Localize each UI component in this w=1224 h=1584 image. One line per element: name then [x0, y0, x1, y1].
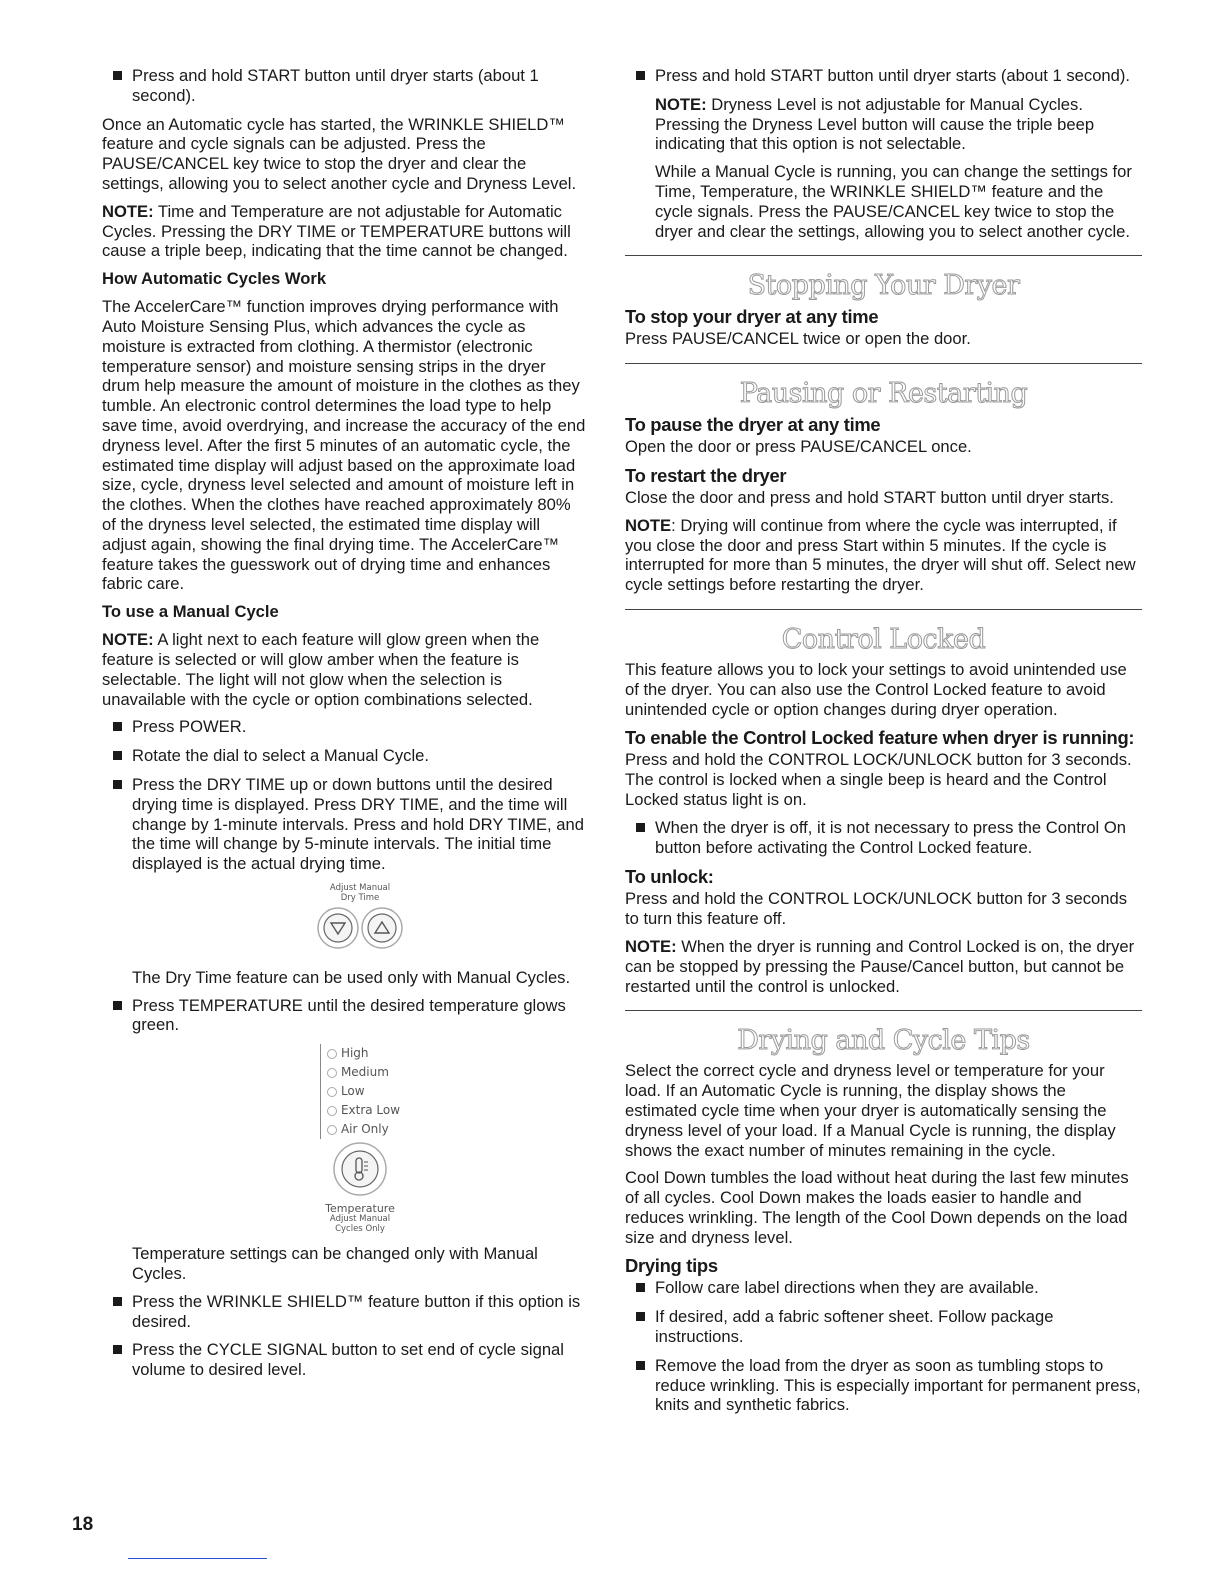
- note-unlock-paragraph: NOTE: When the dryer is running and Control Locked is on, the dryer can be stopped by pressing the Pause/Cancel button, but cannot be restarted until the control is unlocked.: [625, 936, 1135, 996]
- temperature-options: [320, 1044, 400, 1139]
- drytime-fig-label2: Dry Time: [340, 892, 380, 903]
- bullet-icon: [113, 780, 122, 789]
- drying-tips-list: [625, 1278, 1142, 1415]
- list-item: Press the WRINKLE SHIELD™ feature button if this option is desired.: [102, 1292, 588, 1332]
- bullet-icon: [113, 71, 122, 80]
- footer-link-underline: [128, 1558, 267, 1559]
- bullet-icon: [113, 1001, 122, 1010]
- temperature-fig-label: Temperature: [325, 1202, 395, 1216]
- drytime-figure: [132, 883, 588, 958]
- section-divider: [625, 255, 1142, 256]
- restart-heading: To restart the dryer: [625, 464, 787, 486]
- temp-option-medium: Medium: [327, 1063, 400, 1082]
- section-title-control: Control Locked: [781, 623, 986, 655]
- section-divider: [625, 609, 1142, 610]
- stop-heading: To stop your dryer at any time: [625, 306, 879, 328]
- list-item: Press POWER.: [102, 717, 588, 737]
- manual-steps-list: [102, 717, 588, 874]
- list-item: Press and hold START button until dryer starts (about 1 second).: [625, 66, 1142, 86]
- list-item: When the dryer is off, it is not necessary to press the Control On button before activating the Control Locked feature.: [625, 818, 1142, 858]
- bullet-icon: [636, 1312, 645, 1321]
- temp-option-air-only: Air Only: [327, 1120, 400, 1139]
- drytime-fig-label: Adjust Manual: [329, 882, 391, 893]
- bullet-icon: [636, 71, 645, 80]
- temp-option-low: Low: [327, 1082, 400, 1101]
- temp-option-extra-low: Extra Low: [327, 1101, 400, 1120]
- restart-text: Close the door and press and hold START button until dryer starts.: [625, 487, 1114, 507]
- temperature-fig-sub2: Cycles Only: [335, 1224, 385, 1235]
- temperature-figure: [132, 1044, 588, 1234]
- note-light-paragraph: NOTE: A light next to each feature will glow green when the feature is selected or will glow amber when the feature is selectable. The light will not glow when the selection is unavailable with the cycle or option combinations selected.: [102, 630, 540, 709]
- note-restart-paragraph: NOTE: Drying will continue from where the cycle was interrupted, if you close the door and press Start within 5 minutes. If the cycle is interrupted for more than 5 minutes, the dryer will shut off. Select new cycle settings before restarting the dryer.: [625, 515, 1136, 595]
- bullet-icon: [636, 1361, 645, 1370]
- drytime-only-paragraph: The Dry Time feature can be used only with Manual Cycles.: [132, 967, 571, 987]
- list-item: Press TEMPERATURE until the desired temperature glows green.: [102, 996, 588, 1036]
- enable-heading: To enable the Control Locked feature when dryer is running:: [625, 727, 1135, 749]
- control-list: [625, 818, 1142, 858]
- tips-paragraph-2: Cool Down tumbles the load without heat during the last few minutes of all cycles. Cool Down makes the loads easier to handle and reduces wrinkling. The length of the Cool Down depends on the load size and dryness level.: [625, 1168, 1129, 1247]
- start-list: [102, 66, 588, 106]
- right-column: [625, 66, 1142, 1424]
- final-steps-list: [102, 1292, 588, 1380]
- bullet-icon: [636, 823, 645, 832]
- temp-only-paragraph: Temperature settings can be changed only with Manual Cycles.: [132, 1244, 538, 1284]
- chevron-up-icon: [362, 908, 402, 948]
- accelercare-paragraph: The AccelerCare™ function improves drying performance with Auto Moisture Sensing Plus, which advances the cycle as moisture is extracted from clothing. A thermistor (electronic temperature sensor) and moisture sensing strips in the dryer drum help measure the amount of moisture in the clothes as they tumble. An electronic control determines the load type to help save time, avoid overdrying, and increase the accuracy of the end dryness level. After the first 5 minutes of an automatic cycle, the estimated time display will adjust based on the approximate load size, cycle, dryness level selected and amount of moisture left in the clothes. When the clothes have reached approximately 80% of the dryness level selected, the estimated time display will adjust again, showing the final drying time. The AccelerCare™ feature takes the guesswork out of drying time and enhances fabric care.: [102, 297, 586, 594]
- manual-running-paragraph: While a Manual Cycle is running, you can change the settings for Time, Temperature, the WRINKLE SHIELD™ feature and the cycle signals. Press the PAUSE/CANCEL key twice to stop the dryer and clear the settings, allowing you to select another cycle.: [655, 162, 1132, 241]
- drytime-buttons-illustration: [310, 903, 410, 953]
- list-item: Follow care label directions when they are available.: [625, 1278, 1142, 1298]
- section-title-tips: Drying and Cycle Tips: [737, 1025, 1030, 1057]
- thermometer-icon: [330, 1139, 390, 1199]
- list-item: Rotate the dial to select a Manual Cycle.: [102, 746, 588, 766]
- section-divider: [625, 363, 1142, 364]
- list-item: Press the DRY TIME up or down buttons until the desired drying time is displayed. Press DRY TIME, and the time will change by 1-minute intervals. Press and hold DRY TIME, and the time will change by 5-minute intervals. The initial time displayed is the actual drying time.: [102, 775, 588, 874]
- list-item: If desired, add a fabric softener sheet. Follow package instructions.: [625, 1307, 1142, 1347]
- pause-text: Open the door or press PAUSE/CANCEL once.: [625, 437, 972, 457]
- unlock-heading: To unlock:: [625, 866, 714, 888]
- list-item: Press the CYCLE SIGNAL button to set end of cycle signal volume to desired level.: [102, 1340, 588, 1380]
- drying-tips-heading: Drying tips: [625, 1255, 718, 1277]
- section-divider: [625, 1010, 1142, 1011]
- list-item: Press and hold START button until dryer starts (about 1 second).: [102, 66, 588, 106]
- bullet-icon: [113, 751, 122, 760]
- how-auto-heading: How Automatic Cycles Work: [102, 269, 327, 289]
- control-text: This feature allows you to lock your settings to avoid unintended use of the dryer. You can also use the Control Locked feature to avoid unintended cycle or option changes during dryer operation.: [625, 659, 1127, 719]
- unlock-text: Press and hold the CONTROL LOCK/UNLOCK button for 3 seconds to turn this feature off.: [625, 889, 1128, 929]
- bullet-icon: [113, 722, 122, 731]
- note-dryness-paragraph: NOTE: Dryness Level is not adjustable for Manual Cycles. Pressing the Dryness Level button will cause the triple beep indicating that this option is not selectable.: [655, 94, 1095, 154]
- manual-cycle-heading: To use a Manual Cycle: [102, 602, 279, 622]
- page-number: 18: [72, 1514, 94, 1535]
- left-column: [102, 66, 588, 1389]
- section-title-pausing: Pausing or Restarting: [739, 378, 1028, 410]
- start-list-right: [625, 66, 1142, 86]
- temp-option-high: High: [327, 1044, 400, 1063]
- temperature-fig-sub1: Adjust Manual: [329, 1214, 391, 1225]
- bullet-icon: [113, 1297, 122, 1306]
- pause-heading: To pause the dryer at any time: [625, 414, 881, 436]
- stop-text: Press PAUSE/CANCEL twice or open the door.: [625, 329, 971, 349]
- temperature-list: [102, 996, 588, 1036]
- bullet-icon: [113, 1345, 122, 1354]
- auto-started-paragraph: Once an Automatic cycle has started, the WRINKLE SHIELD™ feature and cycle signals can be adjusted. Press the PAUSE/CANCEL key twice to stop the dryer and clear the settings, allowing you to select another cycle and Dryness Level.: [102, 114, 577, 193]
- list-item: Remove the load from the dryer as soon as tumbling stops to reduce wrinkling. This is especially important for permanent press, knits and synthetic fabrics.: [625, 1356, 1142, 1415]
- section-title-stopping: Stopping Your Dryer: [747, 270, 1020, 302]
- tips-paragraph-1: Select the correct cycle and dryness level or temperature for your load. If an Automatic Cycle is running, the display shows the estimated cycle time when your dryer is automatically sensing the dryness level of your load. If a Manual Cycle is running, the display shows the exact number of minutes remaining in the cycle.: [625, 1061, 1116, 1160]
- bullet-icon: [636, 1283, 645, 1292]
- enable-text: Press and hold the CONTROL LOCK/UNLOCK button for 3 seconds. The control is locked when a single beep is heard and the Control Locked status light is on.: [625, 750, 1132, 809]
- note-auto-paragraph: NOTE: Time and Temperature are not adjustable for Automatic Cycles. Pressing the DRY TIME or TEMPERATURE buttons will cause a triple beep, indicating that the time cannot be changed.: [102, 201, 571, 261]
- chevron-down-icon: [318, 908, 358, 948]
